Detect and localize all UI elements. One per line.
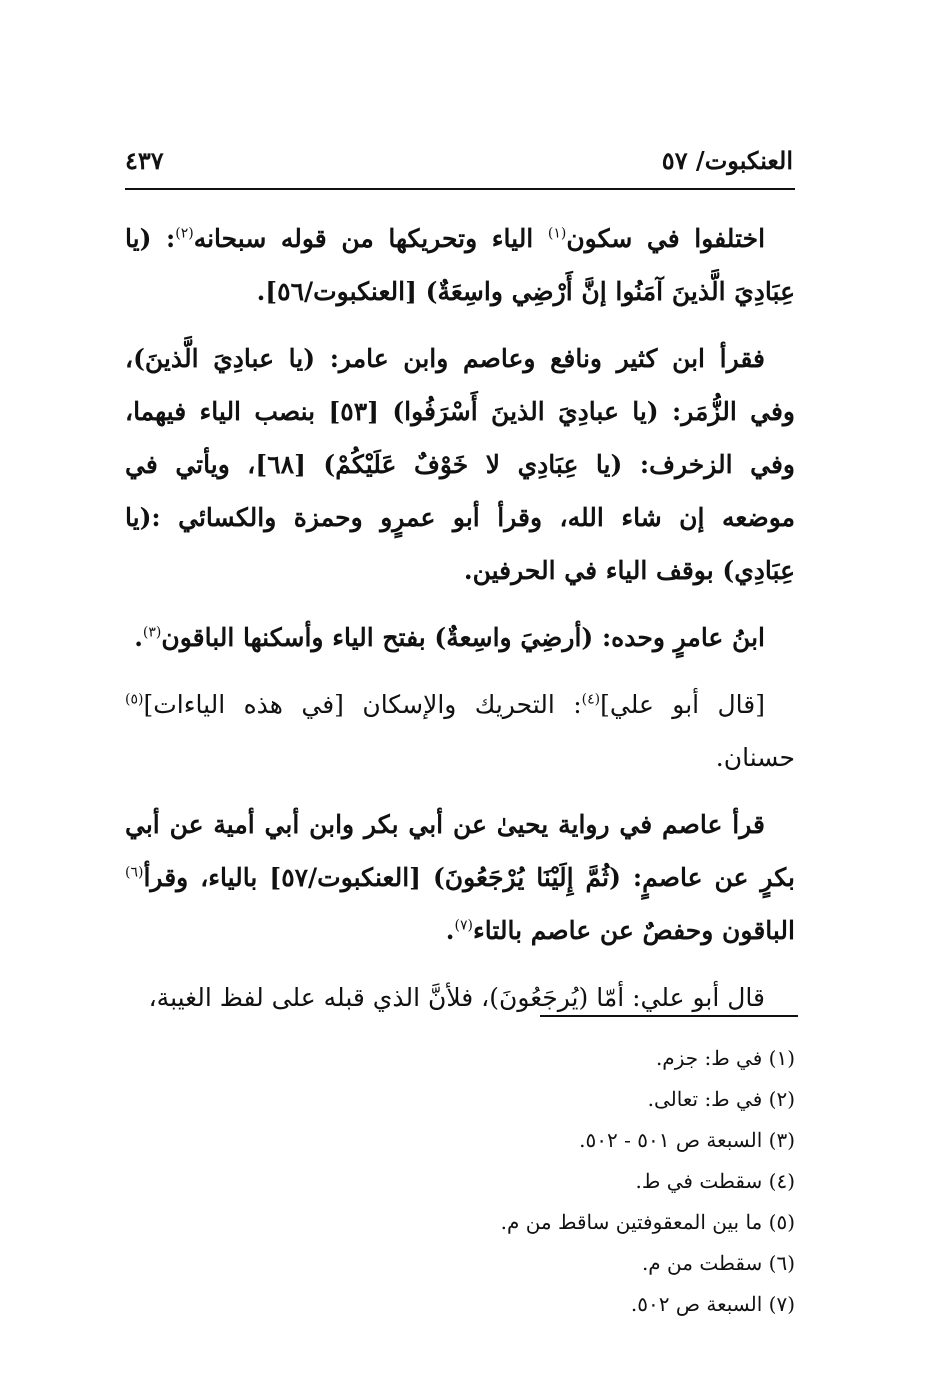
paragraph	[125, 212, 795, 318]
footnote-marker: (٢)	[175, 225, 194, 242]
footnote-marker: (٦)	[125, 864, 144, 881]
footnote: (٧) السبعة ص ٥٠٢.	[630, 1292, 795, 1316]
header-rule	[125, 188, 795, 190]
paragraph	[125, 332, 795, 597]
text-run: قال أبو علي: أمّا (يُرجَعُونَ)، فلأنَّ الذي قبله على لفظ الغيبة،	[148, 983, 765, 1012]
running-title: العنكبوت/ ٥٧	[661, 146, 793, 175]
footnote-marker: (١)	[547, 225, 567, 242]
footnote: (٣) السبعة ص ٥٠١ - ٥٠٢.	[579, 1128, 795, 1152]
footnote: (٦) سقطت من م.	[641, 1251, 795, 1275]
paragraph	[125, 798, 795, 957]
footnote-marker: (٥)	[125, 691, 144, 708]
text-run: .	[445, 916, 455, 945]
page-header	[125, 140, 793, 184]
paragraph	[125, 611, 795, 664]
text-run: الباقون وحفصٌ عن عاصم بالتاء	[472, 916, 795, 945]
footnotes	[400, 1038, 795, 1325]
footnote: (١) في ط: جزم.	[655, 1046, 795, 1070]
text-run: قرأ عاصم في رواية يحيىٰ عن أبي بكر وابن أبي أمية عن أبي بكرٍ عن عاصمٍ: (ثُمَّ إِلَيْنَا يُرْجَعُونَ) [العنكبوت/٥٧] بالياء، وقرأ	[125, 810, 795, 892]
text-run: [قال أبو علي]	[600, 690, 766, 719]
footnote: (٤) سقطت في ط.	[635, 1169, 795, 1193]
text-run: : التحريك والإسكان [في هذه الياءات]	[143, 690, 582, 719]
text-run: الياء وتحريكها من قوله سبحانه	[193, 224, 548, 253]
footnote-rule	[540, 1015, 798, 1017]
text-run: فقرأ ابن كثير ونافع وعاصم وابن عامر: (يا عبادِيَ الَّذينَ)، وفي الزُّمَر: (يا عبادِيَ الذينَ أَسْرَفُوا) [٥٣] بنصب الياء فيهما، وفي الزخرف: (يا عِبَادِي لا خَوْفٌ عَلَيْكُمْ) [٦٨]، ويأتي في موضعه إن شاء الله، وقرأ أبو عمرٍو وحمزة والكسائي :(يا عِبَادِي) بوقف الياء في الحرفين.	[125, 344, 795, 585]
footnote-marker: (٤)	[581, 691, 601, 708]
page-number: ٤٣٧	[125, 146, 164, 175]
text-run: : (يا عِبَادِيَ الَّذينَ آمَنُوا إنَّ أَرْضِي واسِعَةٌ) [العنكبوت/٥٦].	[125, 224, 795, 306]
footnote-marker: (٧)	[454, 917, 473, 934]
footnote: (٢) في ط: تعالى.	[647, 1087, 795, 1111]
main-text	[125, 212, 795, 1038]
text-run: اختلفوا في سكون	[566, 224, 766, 253]
text-run: ابنُ عامرٍ وحده: (أرضِيَ واسِعةٌ) بفتح الياء وأسكنها الباقون	[161, 623, 765, 652]
paragraph	[125, 678, 795, 784]
text-run: حسنان.	[715, 743, 795, 772]
text-run: .	[134, 623, 143, 652]
footnote-marker: (٣)	[142, 624, 162, 641]
footnote: (٥) ما بين المعقوفتين ساقط من م.	[500, 1210, 795, 1234]
